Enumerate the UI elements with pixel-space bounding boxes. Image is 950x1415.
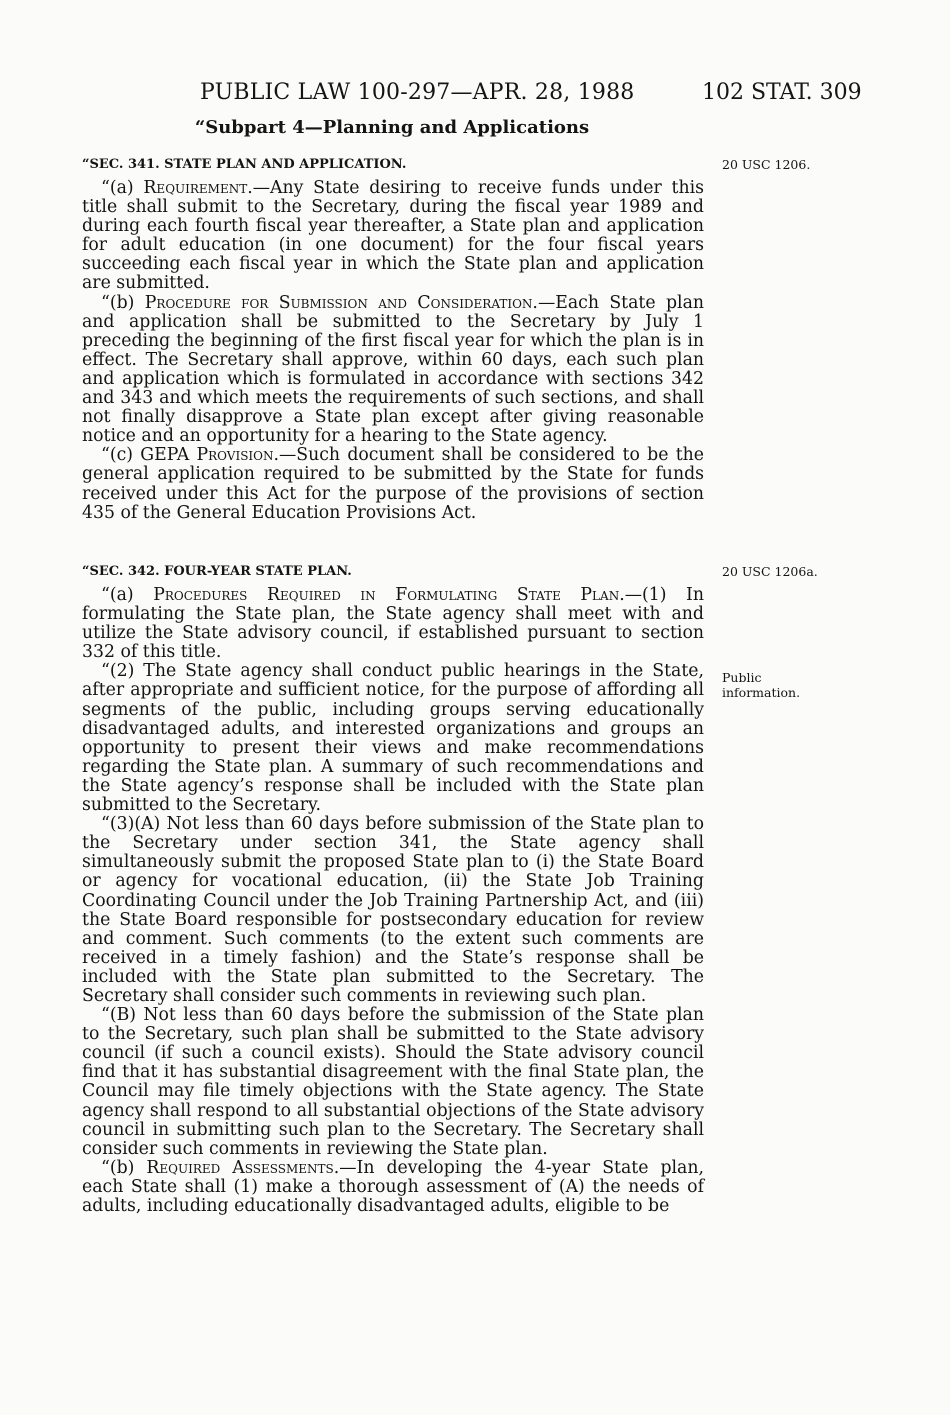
subpart-title: “Subpart 4—Planning and Applications xyxy=(194,117,590,138)
paragraph-342-a-2: “(2) The State agency shall conduct public hearings in the State, after appropriate and sufficient notice, for the purpose of affording all segments of the public, including groups serving educationally disadvantaged adults, and interested organizations and groups an opportunity to present their views and make recommendations regarding the State plan. A summary of such recommendations and the State agency’s response shall be included with the State plan submitted to the Secretary. xyxy=(82,661,704,816)
margin-note-20-usc-1206a: 20 USC 1206a. xyxy=(722,564,818,579)
margin-note-public-information: Public information. xyxy=(722,670,801,700)
running-head: PUBLIC LAW 100-297—APR. 28, 1988 xyxy=(200,80,635,105)
section-341-heading: “SEC. 341. STATE PLAN AND APPLICATION. xyxy=(82,157,407,172)
section-342-heading: “SEC. 342. FOUR-YEAR STATE PLAN. xyxy=(82,564,352,579)
paragraph-342-a-3-A: “(3)(A) Not less than 60 days before submission of the State plan to the Secretary under section 341, the State agency shall simultaneously submit the proposed State plan to (i) the State Board or agency for vocational education, (ii) the State Job Training Coordinating Council under the Job Training Partnership Act, and (iii) the State Board responsible for postsecondary education for review and comment. Such comments (to the extent such comments are received in a timely fashion) and the State’s response shall be included with the State plan submitted to the Secretary. The Secretary shall consider such comments in reviewing such plan. xyxy=(82,814,704,1006)
margin-note-20-usc-1206: 20 USC 1206. xyxy=(722,157,811,172)
section-342-body xyxy=(82,586,704,1216)
paragraph-342-b: “(b) Required Assessments.—In developing the 4-year State plan, each State shall (1) make a thorough assessment of (A) the needs of adults, including educationally disadvantaged adults, eligible to be xyxy=(82,1157,704,1216)
paragraph-342-a-3-B: “(B) Not less than 60 days before the submission of the State plan to the Secretary, such plan shall be submitted to the State advisory council (if such a council exists). Should the State advisory council find that it has substantial disagreement with the final State plan, the Council may file timely objections with the State agency. The State agency shall respond to all substantial objections of the State advisory council in submitting such plan to the Secretary. The Secretary shall consider such comments in reviewing the State plan. xyxy=(82,1005,704,1159)
paragraph-341-c: “(c) GEPA Provision.—Such document shall be considered to be the general application required to be submitted by the State for funds received under this Act for the purpose of the provisions of section 435 of the General Education Provisions Act. xyxy=(82,445,704,523)
paragraph-342-a: “(a) Procedures Required in Formulating State Plan.—(1) In formulating the State plan, the State agency shall meet with and utilize the State advisory council, if established pursuant to section 332 of this title. xyxy=(82,585,704,663)
paragraph-341-b: “(b) Procedure for Submission and Consideration.—Each State plan and application shall be submitted to the Secretary by July 1 preceding the beginning of the first fiscal year for which the plan is in effect. The Secretary shall approve, within 60 days, each such plan and application which is formulated in accordance with sections 342 and 343 and which meets the requirements of such sections, and shall not finally disapprove a State plan except after giving reasonable notice and an opportunity for a hearing to the State agency. xyxy=(82,292,705,447)
paragraph-341-a: “(a) Requirement.—Any State desiring to receive funds under this title shall submit to the Secretary, during the fiscal year 1989 and during each fourth fiscal year thereafter, a State plan and application for adult education (in one document) for the four fiscal years succeeding each fiscal year in which the State plan and application are submitted. xyxy=(82,178,704,294)
stat-page-number: 102 STAT. 309 xyxy=(702,80,862,105)
section-341-body xyxy=(82,179,704,523)
